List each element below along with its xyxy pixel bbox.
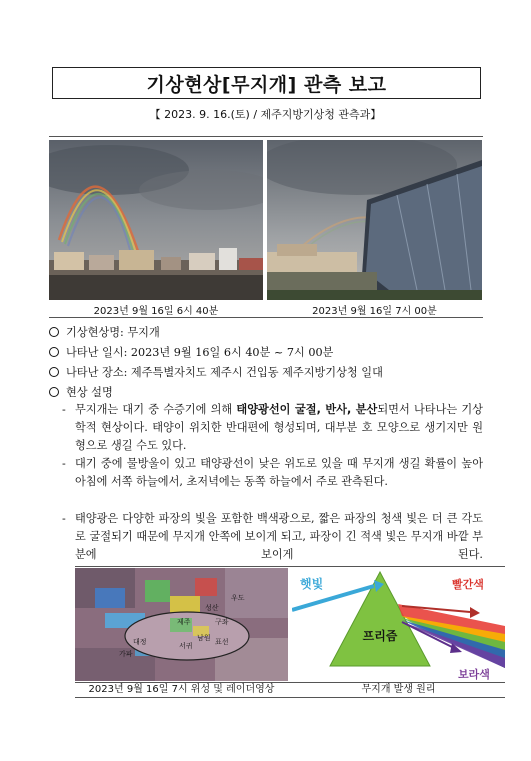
divider [75,697,505,698]
radar-label: 서귀 [179,642,193,650]
radar-label: 남원 [197,634,211,642]
radar-label: 구좌 [215,618,229,626]
emphasis-text: 태양광선이 굴절, 반사, 분산 [236,403,378,416]
prism-diagram [292,568,505,681]
radar-label: 제주 [177,618,191,626]
divider [75,566,505,567]
radar-caption: 2023년 9월 16일 7시 위성 및 레이더영상 [88,684,275,695]
divider [49,317,483,318]
report-title: 기상현상[무지개] 관측 보고 [52,67,481,99]
red-label: 빨간색 [452,578,484,591]
circle-bullet-icon [49,367,59,377]
report-subtitle: 【 2023. 9. 16.(토) / 제주지방기상청 관측과】 [149,108,382,121]
bullet-item [49,382,489,402]
radar-satellite-image [75,568,288,681]
radar-label: 표선 [215,638,229,646]
photo-caption-left: 2023년 9월 16일 6시 40분 [93,306,219,317]
bullet-item [49,362,489,382]
description-paragraph-3: - 태양광은 다양한 파장의 빛을 포함한 백색광으로, 짧은 파장의 청색 빛은 더 큰 각도로 굴절되기 때문에 무지개 안쪽에 보이게 되고, 파장이 긴 적색 빛은 무지개 바깥 부분에 보이게 된다. [62,512,483,561]
info-bullets [49,322,489,402]
violet-label: 보라색 [458,668,490,681]
description-paragraph-1: - 무지개는 대기 중 수증기에 의해 태양광선이 굴절, 반사, 분산되면서 나타나는 기상학적 현상이다. 태양이 위치한 반대편에 형성되며, 대부분 호 모양으로 생기지만 원형으로 생길 수도 있다. [62,403,483,452]
circle-bullet-icon [49,347,59,357]
radar-label: 성산 [205,604,219,612]
prism-caption: 무지개 발생 원리 [361,684,436,695]
bullet-text: 나타난 일시: 2023년 9월 16일 6시 40분 ~ 7시 00분 [66,346,334,359]
bullet-text: 기상현상명: 무지개 [66,326,160,339]
radar-label: 대정 [133,638,147,646]
bullet-text: 현상 설명 [66,386,113,399]
bullet-item [49,322,489,342]
prism-label: 프리즘 [362,629,398,643]
radar-label: 우도 [231,594,245,602]
rainbow-photo-right [267,140,482,300]
circle-bullet-icon [49,327,59,337]
description-paragraph-2: - 대기 중에 물방울이 있고 태양광선이 낮은 위도로 있을 때 무지개 생길 확률이 높아 아침에 서쪽 하늘에서, 초저녁에는 동쪽 하늘에서 주로 관측된다. [62,457,483,488]
divider [75,682,505,683]
photo-caption-right: 2023년 9월 16일 7시 00분 [312,306,437,317]
bullet-item [49,342,489,362]
rainbow-photo-left [49,140,263,300]
bullet-text: 나타난 장소: 제주특별자치도 제주시 건입동 제주지방기상청 일대 [66,366,383,379]
divider [49,136,483,137]
circle-bullet-icon [49,387,59,397]
sunlight-label: 햇빛 [300,577,324,591]
radar-label: 가파 [119,650,133,658]
